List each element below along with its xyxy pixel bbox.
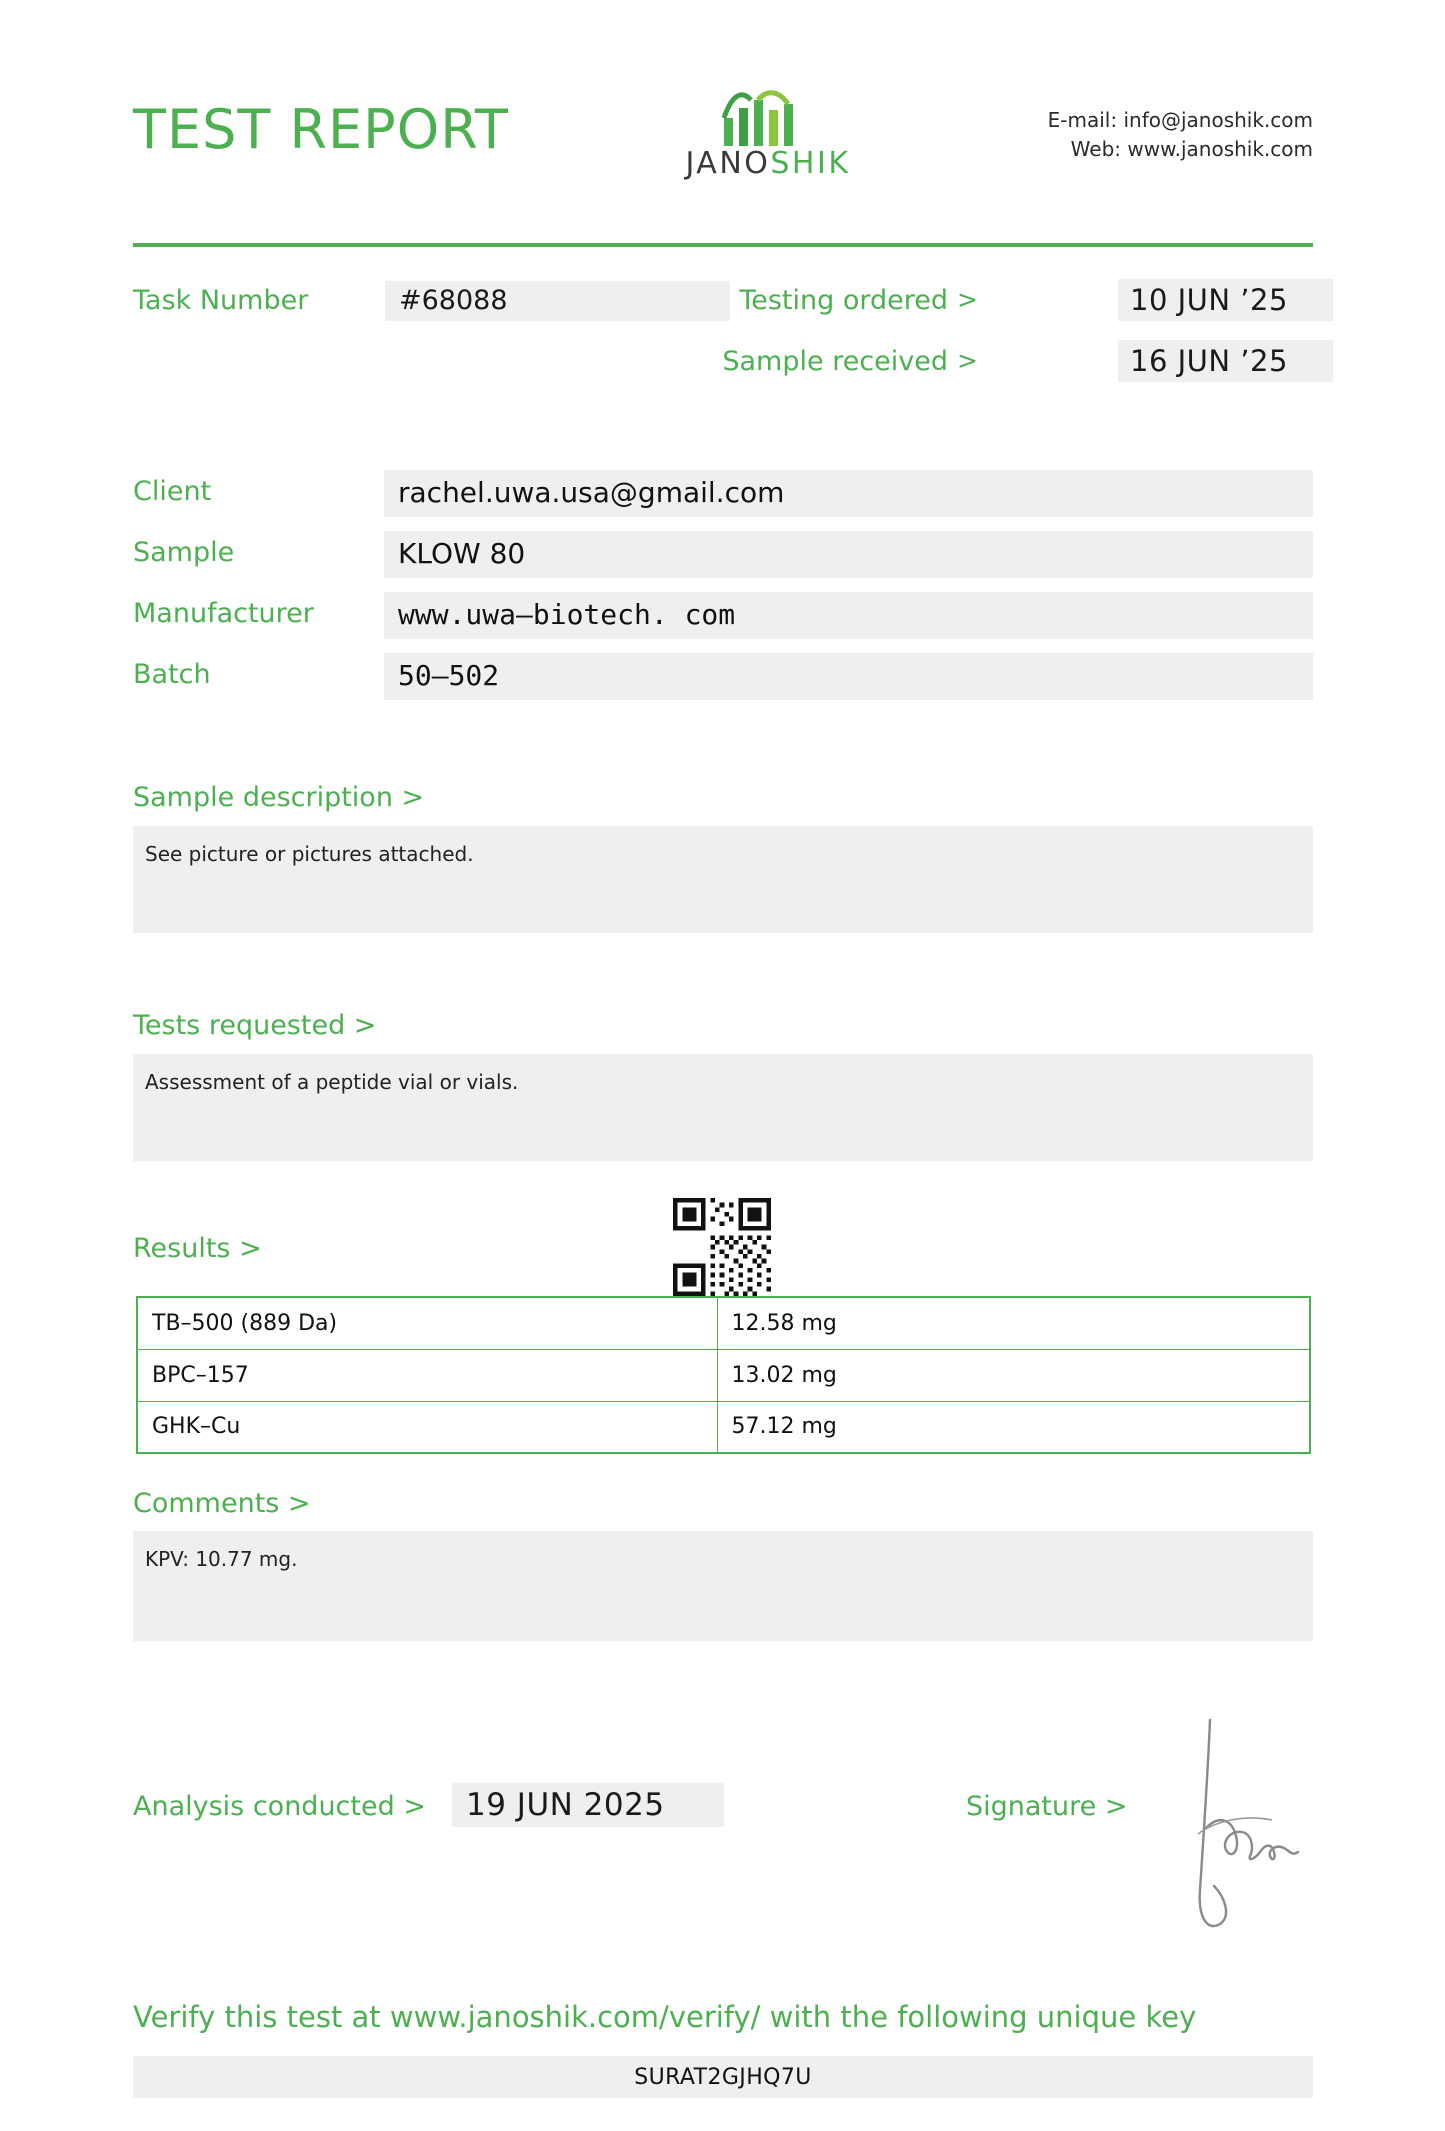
testing-ordered-arrow-icon: > <box>957 285 978 314</box>
testing-ordered-value: 10 JUN ’25 <box>1118 279 1333 321</box>
result-value: 12.58 mg <box>717 1297 1310 1349</box>
results-heading: Results > <box>133 1233 262 1264</box>
results-table <box>136 1296 1311 1454</box>
info-value-client: rachel.uwa.usa@gmail.com <box>384 470 1313 517</box>
info-label-manufacturer: Manufacturer <box>133 598 314 629</box>
info-label-batch: Batch <box>133 659 211 690</box>
info-value-batch: 50–502 <box>384 653 1313 700</box>
result-value: 13.02 mg <box>717 1349 1310 1401</box>
contact-email: E-mail: info@janoshik.com <box>1047 108 1313 132</box>
brand-wordmark-dark: JANO <box>685 146 771 181</box>
result-name: BPC–157 <box>137 1349 717 1401</box>
janoshik-logo-icon <box>718 88 813 146</box>
result-value: 57.12 mg <box>717 1401 1310 1453</box>
testing-ordered-label: Testing ordered <box>739 285 948 316</box>
sample-received-arrow-icon: > <box>957 346 978 375</box>
tests-requested-text: Assessment of a peptide vial or vials. <box>133 1054 1313 1161</box>
report-header <box>133 88 1313 198</box>
verify-text: Verify this test at www.janoshik.com/verify/ with the following unique key <box>133 2000 1197 2034</box>
table-row <box>137 1349 1310 1401</box>
analysis-conducted-label: Analysis conducted > <box>133 1791 426 1822</box>
contact-web: Web: www.janoshik.com <box>1070 137 1313 161</box>
sample-received-value: 16 JUN ’25 <box>1118 340 1333 382</box>
info-row <box>133 653 1313 714</box>
comments-heading: Comments > <box>133 1488 311 1519</box>
info-row <box>133 531 1313 592</box>
page-title: TEST REPORT <box>133 98 509 161</box>
info-value-manufacturer: www.uwa–biotech. com <box>384 592 1313 639</box>
header-divider <box>133 243 1313 247</box>
brand-wordmark <box>638 146 898 181</box>
analysis-conducted-value: 19 JUN 2025 <box>452 1783 724 1827</box>
info-block <box>133 470 1313 714</box>
sample-description-text: See picture or pictures attached. <box>133 826 1313 933</box>
sample-received-label: Sample received <box>722 346 948 377</box>
info-value-sample: KLOW 80 <box>384 531 1313 578</box>
brand-wordmark-green: SHIK <box>770 146 851 181</box>
tests-requested-heading: Tests requested > <box>133 1010 377 1041</box>
info-row <box>133 470 1313 531</box>
result-name: TB–500 (889 Da) <box>137 1297 717 1349</box>
info-label-client: Client <box>133 476 212 507</box>
qr-code-icon <box>673 1198 771 1296</box>
signature-label: Signature > <box>966 1791 1128 1822</box>
handwritten-signature <box>1180 1710 1340 1940</box>
result-name: GHK–Cu <box>137 1401 717 1453</box>
brand-logo <box>638 88 898 198</box>
contact-block <box>1048 106 1313 164</box>
comments-text: KPV: 10.77 mg. <box>133 1531 1313 1641</box>
task-number-value: #68088 <box>385 281 730 321</box>
sample-description-heading: Sample description > <box>133 782 425 813</box>
verify-key: SURAT2GJHQ7U <box>133 2056 1313 2098</box>
info-label-sample: Sample <box>133 537 235 568</box>
table-row <box>137 1401 1310 1453</box>
info-row <box>133 592 1313 653</box>
table-row <box>137 1297 1310 1349</box>
task-number-label: Task Number <box>133 285 309 316</box>
